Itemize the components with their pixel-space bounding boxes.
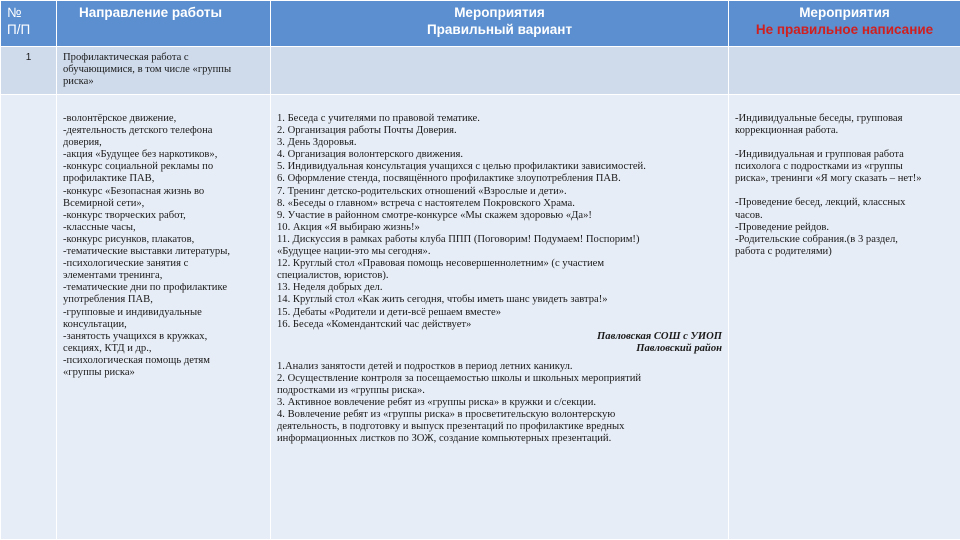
wrong-paragraph-3	[735, 197, 954, 257]
text-line: 9. Участие в районном смотре-конкурсе «Мы скажем здоровью «Да»!	[277, 209, 592, 221]
text-line: -групповые и индивидуальные	[63, 306, 202, 318]
text-line: -конкурс «Безопасная жизнь во	[63, 185, 205, 197]
text-line: -классные часы,	[63, 221, 136, 233]
text-line: -волонтёрское движение,	[63, 113, 177, 124]
header-number-line2: П/П	[7, 22, 31, 37]
text-line: 11. Дискуссия в рамках работы клуба ППП (Поговорим! Подумаем! Поспорим!)	[277, 233, 640, 245]
school-district: Павловский район	[636, 342, 722, 354]
text-line: -тематические дни по профилактике	[63, 282, 228, 294]
row2-events-correct	[271, 95, 729, 540]
header-direction: Направление работы	[57, 1, 271, 47]
header-row	[1, 1, 960, 47]
school-name: Павловская СОШ с УИОП	[597, 330, 722, 342]
text-line: коррекционная работа.	[735, 125, 839, 137]
text-line: 12. Круглый стол «Правовая помощь несовершеннолетним» (с участием	[277, 258, 605, 270]
header-events-correct-title: Мероприятия	[454, 5, 545, 20]
header-number	[1, 1, 57, 47]
header-events-correct	[271, 1, 729, 47]
text-line: 3. День Здоровья.	[277, 137, 357, 149]
text-line: риска»	[63, 76, 94, 88]
text-line: консультации,	[63, 318, 127, 330]
events-list-2	[277, 361, 722, 446]
text-line: -конкурс социальной рекламы по	[63, 161, 214, 173]
row2-number	[1, 95, 57, 540]
header-number-line1: №	[7, 5, 22, 20]
text-line: -Родительские собрания.(в 3 раздел,	[735, 233, 898, 245]
text-line: обучающимися, в том числе «группы	[63, 64, 232, 76]
header-events-wrong	[729, 1, 960, 47]
text-line: деятельность, в подготовку и выпуск презентаций по профилактике вредных	[277, 421, 625, 433]
text-line: профилактике ПАВ,	[63, 173, 155, 185]
text-line: -конкурс рисунков, плакатов,	[63, 233, 195, 245]
row2-direction	[57, 95, 271, 540]
text-line: 10. Акция «Я выбираю жизнь!»	[277, 221, 420, 233]
table-row	[1, 47, 960, 95]
row1-events-wrong	[729, 47, 960, 95]
table-row	[1, 95, 960, 540]
text-line: 6. Оформление стенда, посвящённого профилактике злоупотребления ПАВ.	[277, 173, 621, 185]
text-line: секциях, КТД и др.,	[63, 342, 152, 354]
text-line: 1. Беседа с учителями по правовой тематике.	[277, 113, 480, 124]
text-line: Профилактическая работа с	[63, 52, 189, 63]
text-line: 13. Неделя добрых дел.	[277, 282, 383, 294]
text-line: 3. Активное вовлечение ребят из «группы риска» в кружки и с/секции.	[277, 397, 597, 409]
row1-number: 1	[1, 47, 57, 95]
wrong-paragraph-1	[735, 113, 954, 137]
text-line: 8. «Беседы о главном» встреча с настоятелем Покровского Храма.	[277, 197, 575, 209]
text-line: -тематические выставки литературы,	[63, 246, 230, 258]
text-line: риска», тренинги «Я могу сказать – нет!»	[735, 173, 922, 185]
text-line: информационных листков по ЗОЖ, создание компьютерных презентаций.	[277, 433, 612, 445]
text-line: -Проведение рейдов.	[735, 221, 830, 233]
text-line: Всемирной сети»,	[63, 197, 145, 209]
text-line: -занятость учащихся в кружках,	[63, 330, 208, 342]
events-list-1	[277, 113, 722, 331]
text-line: -психологическая помощь детям	[63, 354, 210, 366]
text-line: 2. Осуществление контроля за посещаемостью школы и школьных мероприятий	[277, 372, 642, 384]
text-line: психолога с подростками из «группы	[735, 161, 903, 173]
text-line: 4. Вовлечение ребят из «группы риска» в просветительскую волонтерскую	[277, 409, 616, 421]
text-line: элементами тренинга,	[63, 270, 163, 282]
text-line: «группы риска»	[63, 366, 135, 378]
wrong-paragraph-2	[735, 149, 954, 185]
text-line: -деятельность детского телефона	[63, 125, 213, 137]
text-line: 7. Тренинг детско-родительских отношений «Взрослые и дети».	[277, 185, 567, 197]
text-line: 14. Круглый стол «Как жить сегодня, чтобы иметь шанс увидеть завтра!»	[277, 294, 608, 306]
header-events-correct-subtitle: Правильный вариант	[426, 22, 573, 37]
header-events-wrong-subtitle: Не правильное написание	[755, 22, 934, 37]
header-events-wrong-title: Мероприятия	[799, 5, 890, 20]
text-line: 1.Анализ занятости детей и подростков в период летних каникул.	[277, 360, 573, 372]
text-line: -Индивидуальные беседы, групповая	[735, 113, 903, 124]
text-line: доверия,	[63, 137, 102, 149]
text-line: употребления ПАВ,	[63, 294, 153, 306]
text-line: «Будущее нации-это мы сегодня».	[277, 246, 431, 258]
text-line: часов.	[735, 209, 763, 221]
text-line: -Индивидуальная и групповая работа	[735, 149, 904, 161]
text-line: 16. Беседа «Комендантский час действует»	[277, 318, 472, 330]
row1-events-correct	[271, 47, 729, 95]
text-line: -Проведение бесед, лекций, классных	[735, 197, 906, 209]
text-line: -психологические занятия с	[63, 258, 189, 270]
text-line: работа с родителями)	[735, 245, 832, 257]
row1-direction	[57, 47, 271, 95]
text-line: 5. Индивидуальная консультация учащихся с целью профилактики зависимостей.	[277, 161, 646, 173]
text-line: 4. Организация волонтерского движения.	[277, 149, 464, 161]
text-line: специалистов, юристов).	[277, 270, 389, 282]
text-line: 2. Организация работы Почты Доверия.	[277, 125, 457, 137]
text-line: 15. Дебаты «Родители и дети-всё решаем вместе»	[277, 306, 502, 318]
text-line: -акция «Будущее без наркотиков»,	[63, 149, 218, 161]
text-line: подростками из «группы риска».	[277, 385, 425, 397]
direction-list	[63, 113, 264, 379]
text-line: -конкурс творческих работ,	[63, 209, 186, 221]
row2-events-wrong	[729, 95, 960, 540]
